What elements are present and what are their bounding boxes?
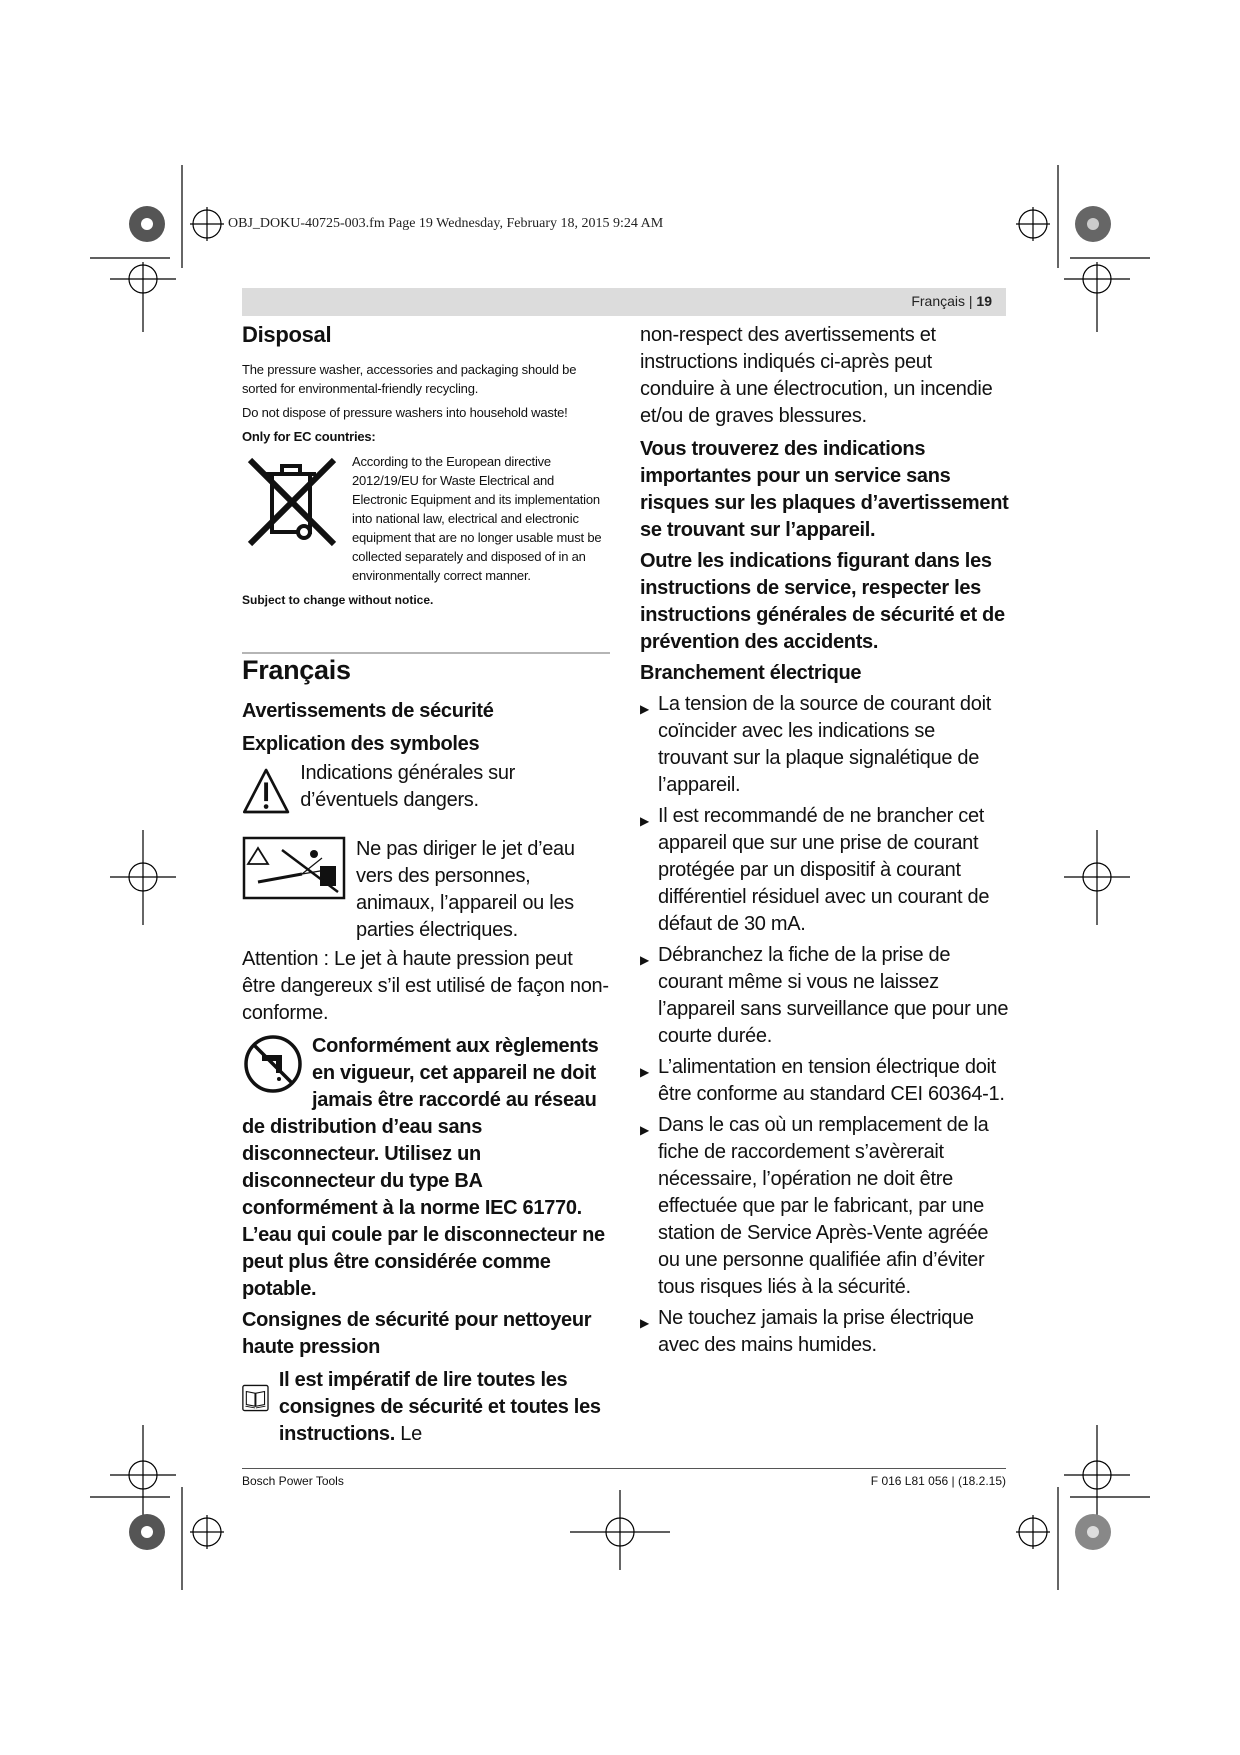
disposal-p2: Do not dispose of pressure washers into household waste! <box>242 405 568 420</box>
right-column <box>640 322 1010 1363</box>
footer-docnumber: F 016 L81 056 | (18.2.15) <box>870 1474 1006 1488</box>
heading-branchement: Branchement électrique <box>640 662 862 684</box>
bullet-item: ▶ La tension de la source de courant doit coïncider avec les indications se trouvant sur la plaque signalétique de l’appareil. <box>640 691 1010 799</box>
heading-avertissements: Avertissements de sécurité <box>242 700 494 722</box>
heading-symboles: Explication des symboles <box>242 733 480 755</box>
footer-brand: Bosch Power Tools <box>242 1474 344 1488</box>
francais-section <box>242 698 610 1448</box>
symbol-read-instructions: Il est impératif de lire toutes les consignes de sécurité et toutes les instructions. <box>278 1369 601 1445</box>
print-info-line: OBJ_DOKU-40725-003.fm Page 19 Wednesday, February 18, 2015 9:24 AM <box>228 216 664 231</box>
disposal-p1: The pressure washer, accessories and packaging should be sorted for environmental-friendly recycling. <box>242 362 577 396</box>
bullet-item: ▶ Débranchez la fiche de la prise de courant même si vous ne laissez l’appareil sans surveillance que pour une courte durée. <box>640 942 1010 1050</box>
heading-consignes: Consignes de sécurité pour nettoyeur haute pression <box>242 1309 592 1358</box>
symbol-read-tail: Le <box>395 1423 422 1445</box>
francais-title: Français <box>242 655 351 685</box>
page-header-bar <box>242 288 1006 316</box>
bullet-item: ▶ L’alimentation en tension électrique doit être conforme au standard CEI 60364-1. <box>640 1054 1010 1108</box>
no-spray-people-icon <box>242 836 346 900</box>
bullet-item: ▶ Dans le cas où un remplacement de la fiche de raccordement s’avèrerait nécessaire, l’opération ne doit être effectuée que par le fabricant, par une station de Service Après-Vente agréée ou une personne qualifiée afin d’éviter tous risques liés à la sécurité. <box>640 1112 1010 1301</box>
no-tap-connection-icon <box>242 1033 304 1095</box>
warning-continuation: non-respect des avertissements et instructions indiqués ci-après peut conduire à une électrocution, un incendie et/ou de graves blessures. <box>640 324 993 427</box>
header-separator: | <box>968 293 973 309</box>
ec-label: Only for EC countries: <box>242 429 376 444</box>
page-number: 19 <box>976 293 992 309</box>
disposal-title: Disposal <box>242 322 332 347</box>
symbol-no-spray: Ne pas diriger le jet d’eau vers des personnes, animaux, l’appareil ou les parties électriques. <box>356 838 575 941</box>
disposal-section <box>242 322 610 607</box>
subject-to-change: Subject to change without notice. <box>242 593 434 607</box>
read-manual-book-icon <box>242 1367 269 1429</box>
footer-rule <box>242 1468 1006 1469</box>
header-section: Français <box>911 293 965 309</box>
warning-plates-note: Vous trouverez des indications importantes pour un service sans risques sur les plaques d’avertissement se trouvant sur l’appareil. <box>640 438 1009 541</box>
general-instructions-note: Outre les indications figurant dans les instructions de service, respecter les instructions générales de sécurité et de prévention des accidents. <box>640 550 1005 653</box>
symbol-general-danger: Indications générales sur d’éventuels dangers. <box>300 762 516 811</box>
warning-triangle-icon <box>242 760 290 822</box>
electrical-bullets <box>640 691 1010 1359</box>
section-divider <box>242 652 610 654</box>
bullet-item: ▶ Ne touchez jamais la prise électrique avec des mains humides. <box>640 1305 1010 1359</box>
weee-bin-icon <box>242 452 342 552</box>
bullet-item: ▶ Il est recommandé de ne brancher cet appareil que sur une prise de courant protégée par un dispositif à courant différentiel résiduel avec un courant de défaut de 30 mA. <box>640 803 1010 938</box>
page-header <box>911 293 992 309</box>
symbol-disconnecteur: Conformément aux règlements en vigueur, cet appareil ne doit jamais être raccordé au réseau de distribution d’eau sans disconnecteur. Utilisez un disconnecteur du type BA conformément à la norme IEC 61770. L’eau qui coule par le disconnecteur ne peut plus être considérée comme potable. <box>242 1035 605 1300</box>
ec-directive-text: According to the European directive 2012/19/EU for Waste Electrical and Electronic Equipment and its implementation into national law, electrical and electronic equipment that are no longer usable must be collected separately and disposed of in an environmentally correct manner. <box>352 454 602 583</box>
attention-text: Attention : Le jet à haute pression peut être dangereux s’il est utilisé de façon non-conforme. <box>242 948 609 1024</box>
